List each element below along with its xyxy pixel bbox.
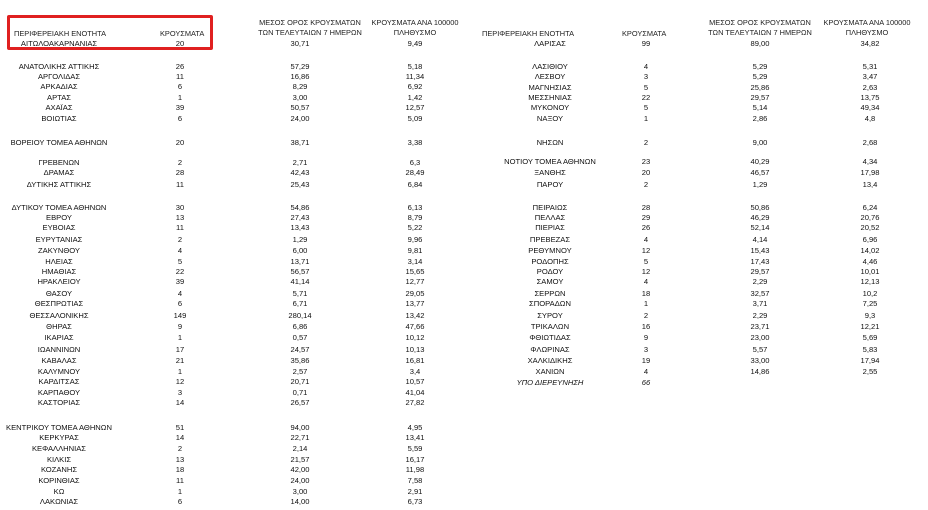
region-name: ΕΥΡΥΤΑΝΙΑΣ bbox=[35, 235, 83, 244]
region-name: ΚΑΣΤΟΡΙΑΣ bbox=[37, 398, 81, 407]
per100k-value: 4,46 bbox=[862, 257, 878, 266]
cases-value: 3 bbox=[643, 345, 649, 354]
region-name: ΑΧΑΪΑΣ bbox=[45, 103, 73, 112]
cases-value: 2 bbox=[177, 444, 183, 453]
avg-value: 14,00 bbox=[290, 497, 310, 506]
per100k-value: 7,58 bbox=[407, 476, 423, 485]
region-name: ΚΕΡΚΥΡΑΣ bbox=[39, 433, 79, 442]
region-name: ΘΑΣΟΥ bbox=[45, 289, 73, 298]
cases-value: 18 bbox=[641, 289, 651, 298]
per100k-value: 16,17 bbox=[405, 455, 425, 464]
per100k-value: 6,13 bbox=[407, 203, 423, 212]
cases-value: 2 bbox=[643, 311, 649, 320]
avg-value: 52,14 bbox=[750, 223, 770, 232]
per100k-value: 11,98 bbox=[405, 465, 425, 474]
left-header-per100k-line2: ΠΛΗΘΥΣΜΟ bbox=[393, 28, 437, 37]
region-name: ΠΕΛΛΑΣ bbox=[534, 213, 566, 222]
per100k-value: 20,52 bbox=[860, 223, 880, 232]
region-name: ΘΗΡΑΣ bbox=[46, 322, 72, 331]
cases-value: 2 bbox=[177, 235, 183, 244]
region-name: ΝΟΤΙΟΥ ΤΟΜΕΑ ΑΘΗΝΩΝ bbox=[504, 157, 596, 166]
avg-value: 22,71 bbox=[290, 433, 310, 442]
cases-value: 5 bbox=[643, 103, 649, 112]
per100k-value: 6,24 bbox=[862, 203, 878, 212]
avg-value: 5,29 bbox=[752, 72, 768, 81]
cases-value: 6 bbox=[177, 114, 183, 123]
region-name: ΚΙΛΚΙΣ bbox=[46, 455, 72, 464]
per100k-value: 2,91 bbox=[407, 487, 423, 496]
region-name: ΡΟΔΟΠΗΣ bbox=[531, 257, 569, 266]
per100k-value: 13,41 bbox=[405, 433, 425, 442]
avg-value: 15,43 bbox=[750, 246, 770, 255]
avg-value: 6,71 bbox=[292, 299, 308, 308]
avg-value: 50,86 bbox=[750, 203, 770, 212]
avg-value: 94,00 bbox=[290, 423, 310, 432]
region-name: ΣΑΜΟΥ bbox=[536, 277, 564, 286]
avg-value: 2,71 bbox=[292, 158, 308, 167]
per100k-value: 9,96 bbox=[407, 235, 423, 244]
per100k-value: 13,42 bbox=[405, 311, 425, 320]
per100k-value: 4,8 bbox=[864, 114, 876, 123]
region-name: ΡΕΘΥΜΝΟΥ bbox=[528, 246, 572, 255]
cases-value: 4 bbox=[643, 367, 649, 376]
cases-value: 12 bbox=[641, 267, 651, 276]
per100k-value: 5,09 bbox=[407, 114, 423, 123]
left-header-avg-line1: ΜΕΣΟΣ ΟΡΟΣ ΚΡΟΥΣΜΑΤΩΝ bbox=[259, 18, 361, 27]
avg-value: 2,29 bbox=[752, 277, 768, 286]
cases-value: 28 bbox=[641, 203, 651, 212]
avg-value: 2,86 bbox=[752, 114, 768, 123]
left-header-avg bbox=[250, 18, 370, 38]
cases-value: 3 bbox=[643, 72, 649, 81]
cases-value: 28 bbox=[175, 168, 185, 177]
right-header-avg-line1: ΜΕΣΟΣ ΟΡΟΣ ΚΡΟΥΣΜΑΤΩΝ bbox=[709, 18, 811, 27]
avg-value: 0,57 bbox=[292, 333, 308, 342]
cases-value: 4 bbox=[177, 289, 183, 298]
left-header-per100k bbox=[360, 18, 470, 38]
region-name: ΘΕΣΠΡΩΤΙΑΣ bbox=[34, 299, 84, 308]
per100k-value: 13,4 bbox=[862, 180, 878, 189]
cases-value: 5 bbox=[643, 257, 649, 266]
cases-value: 2 bbox=[643, 180, 649, 189]
cases-value: 39 bbox=[175, 277, 185, 286]
avg-value: 32,57 bbox=[750, 289, 770, 298]
per100k-value: 9,3 bbox=[864, 311, 876, 320]
avg-value: 16,86 bbox=[290, 72, 310, 81]
avg-value: 5,57 bbox=[752, 345, 768, 354]
per100k-value: 34,82 bbox=[860, 39, 880, 48]
per100k-value: 2,55 bbox=[862, 367, 878, 376]
right-header-cases: ΚΡΟΥΣΜΑΤΑ bbox=[622, 29, 667, 38]
region-name: ΝΗΣΩΝ bbox=[536, 138, 564, 147]
avg-value: 57,29 bbox=[290, 62, 310, 71]
per100k-value: 10,13 bbox=[405, 345, 425, 354]
cases-value: 6 bbox=[177, 299, 183, 308]
per100k-value: 6,3 bbox=[409, 158, 421, 167]
avg-value: 6,00 bbox=[292, 246, 308, 255]
avg-value: 5,14 bbox=[752, 103, 768, 112]
right-header-per100k-line1: ΚΡΟΥΣΜΑΤΑ ΑΝΑ 100000 bbox=[823, 18, 911, 27]
per100k-value: 4,95 bbox=[407, 423, 423, 432]
region-name: ΜΑΓΝΗΣΙΑΣ bbox=[528, 83, 572, 92]
per100k-value: 8,79 bbox=[407, 213, 423, 222]
avg-value: 3,00 bbox=[292, 487, 308, 496]
per100k-value: 27,82 bbox=[405, 398, 425, 407]
avg-value: 26,57 bbox=[290, 398, 310, 407]
cases-value: 26 bbox=[641, 223, 651, 232]
region-name: ΛΑΡΙΣΑΣ bbox=[534, 39, 566, 48]
cases-value: 39 bbox=[175, 103, 185, 112]
region-name: ΗΜΑΘΙΑΣ bbox=[41, 267, 77, 276]
region-name: ΛΑΚΩΝΙΑΣ bbox=[39, 497, 79, 506]
cases-value: 5 bbox=[177, 257, 183, 266]
cases-value: 12 bbox=[641, 246, 651, 255]
per100k-value: 3,14 bbox=[407, 257, 423, 266]
cases-value: 20 bbox=[175, 138, 185, 147]
cases-value: 6 bbox=[177, 497, 183, 506]
avg-value: 27,43 bbox=[290, 213, 310, 222]
left-header-avg-line2: ΤΩΝ ΤΕΛΕΥΤΑΙΩΝ 7 ΗΜΕΡΩΝ bbox=[258, 28, 362, 37]
avg-value: 24,57 bbox=[290, 345, 310, 354]
avg-value: 25,43 bbox=[290, 180, 310, 189]
avg-value: 5,71 bbox=[292, 289, 308, 298]
avg-value: 35,86 bbox=[290, 356, 310, 365]
per100k-value: 12,77 bbox=[405, 277, 425, 286]
per100k-value: 13,75 bbox=[860, 93, 880, 102]
cases-value: 1 bbox=[177, 93, 183, 102]
per100k-value: 9,81 bbox=[407, 246, 423, 255]
region-name: ΒΟΡΕΙΟΥ ΤΟΜΕΑ ΑΘΗΝΩΝ bbox=[10, 138, 108, 147]
per100k-value: 2,68 bbox=[862, 138, 878, 147]
per100k-value: 49,34 bbox=[860, 103, 880, 112]
region-name: ΞΑΝΘΗΣ bbox=[534, 168, 566, 177]
avg-value: 24,00 bbox=[290, 114, 310, 123]
region-name: ΜΕΣΣΗΝΙΑΣ bbox=[528, 93, 572, 102]
per100k-value: 5,22 bbox=[407, 223, 423, 232]
per100k-value: 1,42 bbox=[407, 93, 423, 102]
region-name: ΙΩΑΝΝΙΝΩΝ bbox=[37, 345, 81, 354]
right-header-avg bbox=[700, 18, 820, 38]
per100k-value: 17,94 bbox=[860, 356, 880, 365]
cases-value: 11 bbox=[176, 223, 184, 232]
cases-value: 1 bbox=[643, 299, 649, 308]
region-name: ΖΑΚΥΝΘΟΥ bbox=[38, 246, 80, 255]
region-name: ΓΡΕΒΕΝΩΝ bbox=[38, 158, 80, 167]
cases-value: 20 bbox=[175, 39, 185, 48]
avg-value: 14,86 bbox=[750, 367, 770, 376]
per100k-value: 3,4 bbox=[409, 367, 421, 376]
region-name: ΠΡΕΒΕΖΑΣ bbox=[529, 235, 571, 244]
region-name: ΘΕΣΣΑΛΟΝΙΚΗΣ bbox=[29, 311, 89, 320]
region-name: ΡΟΔΟΥ bbox=[536, 267, 564, 276]
avg-value: 4,14 bbox=[752, 235, 768, 244]
cases-value: 18 bbox=[175, 465, 185, 474]
per100k-value: 3,47 bbox=[862, 72, 878, 81]
cases-value: 22 bbox=[641, 93, 651, 102]
avg-value: 23,71 bbox=[750, 322, 770, 331]
cases-value: 1 bbox=[643, 114, 649, 123]
avg-value: 2,57 bbox=[292, 367, 308, 376]
avg-value: 24,00 bbox=[290, 476, 310, 485]
region-name: ΚΑΡΠΑΘΟΥ bbox=[37, 388, 81, 397]
region-name: ΔΥΤΙΚΟΥ ΤΟΜΕΑ ΑΘΗΝΩΝ bbox=[11, 203, 107, 212]
right-header-avg-line2: ΤΩΝ ΤΕΛΕΥΤΑΙΩΝ 7 ΗΜΕΡΩΝ bbox=[708, 28, 812, 37]
right-header-per100k-line2: ΠΛΗΘΥΣΜΟ bbox=[845, 28, 889, 37]
per100k-value: 4,34 bbox=[862, 157, 878, 166]
cases-value: 22 bbox=[175, 267, 185, 276]
region-name: ΦΘΙΩΤΙΔΑΣ bbox=[529, 333, 571, 342]
per100k-value: 10,57 bbox=[405, 377, 425, 386]
region-name: ΕΒΡΟΥ bbox=[46, 213, 72, 222]
per100k-value: 2,63 bbox=[862, 83, 878, 92]
avg-value: 3,00 bbox=[292, 93, 308, 102]
region-name: ΚΑΡΔΙΤΣΑΣ bbox=[38, 377, 80, 386]
left-header-per100k-line1: ΚΡΟΥΣΜΑΤΑ ΑΝΑ 100000 bbox=[371, 18, 459, 27]
avg-value: 46,29 bbox=[750, 213, 770, 222]
cases-value: 6 bbox=[177, 82, 183, 91]
avg-value: 3,71 bbox=[752, 299, 768, 308]
region-name: ΣΕΡΡΩΝ bbox=[534, 289, 566, 298]
cases-value: 17 bbox=[175, 345, 185, 354]
per100k-value: 10,12 bbox=[405, 333, 425, 342]
cases-value: 3 bbox=[177, 388, 183, 397]
cases-value: 4 bbox=[643, 235, 649, 244]
avg-value: 6,86 bbox=[292, 322, 308, 331]
per100k-value: 6,92 bbox=[407, 82, 423, 91]
cases-value: 66 bbox=[641, 378, 651, 387]
avg-value: 54,86 bbox=[290, 203, 310, 212]
region-name: ΛΕΣΒΟΥ bbox=[534, 72, 566, 81]
region-name: ΦΛΩΡΙΝΑΣ bbox=[530, 345, 570, 354]
avg-value: 30,71 bbox=[290, 39, 310, 48]
region-name: ΚΟΖΑΝΗΣ bbox=[40, 465, 78, 474]
avg-value: 2,29 bbox=[752, 311, 768, 320]
region-name: ΙΚΑΡΙΑΣ bbox=[44, 333, 74, 342]
region-name: ΔΡΑΜΑΣ bbox=[43, 168, 75, 177]
per100k-value: 11,34 bbox=[405, 72, 425, 81]
region-name: ΜΥΚΟΝΟΥ bbox=[530, 103, 570, 112]
avg-value: 33,00 bbox=[750, 356, 770, 365]
region-name: ΧΑΝΙΩΝ bbox=[535, 367, 565, 376]
avg-value: 29,57 bbox=[750, 93, 770, 102]
cases-value: 29 bbox=[641, 213, 651, 222]
cases-value: 51 bbox=[175, 423, 185, 432]
per100k-value: 5,69 bbox=[862, 333, 878, 342]
left-header-cases: ΚΡΟΥΣΜΑΤΑ bbox=[160, 29, 205, 38]
per100k-value: 47,66 bbox=[405, 322, 425, 331]
avg-value: 1,29 bbox=[292, 235, 308, 244]
cases-value: 14 bbox=[175, 398, 185, 407]
cases-value: 13 bbox=[175, 213, 185, 222]
per100k-value: 17,98 bbox=[860, 168, 880, 177]
avg-value: 50,57 bbox=[290, 103, 310, 112]
per100k-value: 5,31 bbox=[862, 62, 878, 71]
per100k-value: 12,13 bbox=[860, 277, 880, 286]
avg-value: 29,57 bbox=[750, 267, 770, 276]
region-name: ΧΑΛΚΙΔΙΚΗΣ bbox=[527, 356, 573, 365]
avg-value: 38,71 bbox=[290, 138, 310, 147]
region-name: ΑΡΤΑΣ bbox=[47, 93, 71, 102]
left-header-region: ΠΕΡΙΦΕΡΕΙΑΚΗ ΕΝΟΤΗΤΑ bbox=[14, 29, 106, 38]
region-name: ΣΥΡΟΥ bbox=[537, 311, 563, 320]
avg-value: 9,00 bbox=[752, 138, 768, 147]
region-name: ΒΟΙΩΤΙΑΣ bbox=[41, 114, 77, 123]
cases-value: 16 bbox=[641, 322, 651, 331]
cases-value: 14 bbox=[175, 433, 185, 442]
avg-value: 2,14 bbox=[292, 444, 308, 453]
cases-value: 2 bbox=[643, 138, 649, 147]
region-name: ΗΡΑΚΛΕΙΟΥ bbox=[37, 277, 81, 286]
region-name: ΚΕΦΑΛΛΗΝΙΑΣ bbox=[31, 444, 87, 453]
region-name: ΠΙΕΡΙΑΣ bbox=[535, 223, 565, 232]
region-name: ΚΩ bbox=[53, 487, 65, 496]
per100k-value: 14,02 bbox=[860, 246, 880, 255]
per100k-value: 10,2 bbox=[862, 289, 878, 298]
cases-value: 1 bbox=[177, 333, 183, 342]
cases-value: 30 bbox=[175, 203, 185, 212]
avg-value: 89,00 bbox=[750, 39, 770, 48]
region-name: ΚΑΒΑΛΑΣ bbox=[41, 356, 77, 365]
region-name: ΑΡΓΟΛΙΔΑΣ bbox=[37, 72, 81, 81]
avg-value: 20,71 bbox=[290, 377, 310, 386]
cases-value: 11 bbox=[176, 72, 184, 81]
per100k-value: 7,25 bbox=[862, 299, 878, 308]
cases-value: 4 bbox=[643, 62, 649, 71]
region-name: ΝΑΞΟΥ bbox=[536, 114, 564, 123]
per100k-value: 29,05 bbox=[405, 289, 425, 298]
avg-value: 56,57 bbox=[290, 267, 310, 276]
avg-value: 13,43 bbox=[290, 223, 310, 232]
avg-value: 25,86 bbox=[750, 83, 770, 92]
per100k-value: 6,84 bbox=[407, 180, 423, 189]
region-name: ΠΕΙΡΑΙΩΣ bbox=[532, 203, 568, 212]
cases-value: 11 bbox=[176, 476, 184, 485]
region-name: ΑΡΚΑΔΙΑΣ bbox=[40, 82, 78, 91]
cases-value: 9 bbox=[177, 322, 183, 331]
per100k-value: 15,65 bbox=[405, 267, 425, 276]
cases-value: 23 bbox=[641, 157, 651, 166]
cases-value: 4 bbox=[177, 246, 183, 255]
per100k-value: 5,83 bbox=[862, 345, 878, 354]
per100k-value: 16,81 bbox=[405, 356, 425, 365]
avg-value: 13,71 bbox=[290, 257, 310, 266]
avg-value: 42,00 bbox=[290, 465, 310, 474]
per100k-value: 6,73 bbox=[407, 497, 423, 506]
region-name: ΚΑΛΥΜΝΟΥ bbox=[37, 367, 81, 376]
cases-value: 2 bbox=[177, 158, 183, 167]
avg-value: 1,29 bbox=[752, 180, 768, 189]
region-name: ΤΡΙΚΑΛΩΝ bbox=[530, 322, 570, 331]
avg-value: 17,43 bbox=[750, 257, 770, 266]
per100k-value: 9,49 bbox=[407, 39, 423, 48]
region-name: ΚΟΡΙΝΘΙΑΣ bbox=[38, 476, 80, 485]
per100k-value: 10,01 bbox=[860, 267, 880, 276]
region-name: ΣΠΟΡΑΔΩΝ bbox=[529, 299, 571, 308]
avg-value: 23,00 bbox=[750, 333, 770, 342]
per100k-value: 12,57 bbox=[405, 103, 425, 112]
region-name: ΥΠΟ ΔΙΕΡΕΥΝΗΣΗ bbox=[516, 378, 584, 387]
avg-value: 0,71 bbox=[292, 388, 308, 397]
region-name: ΕΥΒΟΙΑΣ bbox=[42, 223, 76, 232]
cases-value: 13 bbox=[175, 455, 185, 464]
avg-value: 40,29 bbox=[750, 157, 770, 166]
per100k-value: 20,76 bbox=[860, 213, 880, 222]
per100k-value: 13,77 bbox=[405, 299, 425, 308]
cases-value: 12 bbox=[175, 377, 185, 386]
region-name: ΠΑΡΟΥ bbox=[536, 180, 564, 189]
avg-value: 46,57 bbox=[750, 168, 770, 177]
region-name: ΛΑΣΙΘΙΟΥ bbox=[532, 62, 568, 71]
per100k-value: 5,18 bbox=[407, 62, 423, 71]
region-name: ΑΝΑΤΟΛΙΚΗΣ ΑΤΤΙΚΗΣ bbox=[18, 62, 100, 71]
avg-value: 8,29 bbox=[292, 82, 308, 91]
cases-value: 99 bbox=[641, 39, 651, 48]
cases-value: 1 bbox=[177, 487, 183, 496]
right-header-per100k bbox=[812, 18, 922, 38]
cases-value: 149 bbox=[173, 311, 187, 320]
per100k-value: 41,04 bbox=[405, 388, 425, 397]
region-name: ΗΛΕΙΑΣ bbox=[45, 257, 73, 266]
region-name: ΔΥΤΙΚΗΣ ΑΤΤΙΚΗΣ bbox=[26, 180, 92, 189]
cases-value: 20 bbox=[641, 168, 651, 177]
avg-value: 41,14 bbox=[290, 277, 310, 286]
per100k-value: 12,21 bbox=[860, 322, 880, 331]
avg-value: 21,57 bbox=[290, 455, 310, 464]
per100k-value: 5,59 bbox=[407, 444, 423, 453]
cases-value: 4 bbox=[643, 277, 649, 286]
cases-value: 26 bbox=[175, 62, 185, 71]
cases-value: 21 bbox=[175, 356, 185, 365]
per100k-value: 6,96 bbox=[862, 235, 878, 244]
avg-value: 280,14 bbox=[288, 311, 312, 320]
region-name: ΚΕΝΤΡΙΚΟΥ ΤΟΜΕΑ ΑΘΗΝΩΝ bbox=[6, 423, 112, 432]
per100k-value: 3,38 bbox=[407, 138, 423, 147]
avg-value: 42,43 bbox=[290, 168, 310, 177]
per100k-value: 28,49 bbox=[405, 168, 425, 177]
cases-value: 9 bbox=[643, 333, 649, 342]
cases-value: 1 bbox=[177, 367, 183, 376]
avg-value: 5,29 bbox=[752, 62, 768, 71]
cases-value: 5 bbox=[643, 83, 649, 92]
cases-value: 19 bbox=[641, 356, 651, 365]
right-header-region: ΠΕΡΙΦΕΡΕΙΑΚΗ ΕΝΟΤΗΤΑ bbox=[482, 29, 574, 38]
region-name: ΑΙΤΩΛΟΑΚΑΡΝΑΝΙΑΣ bbox=[20, 39, 98, 48]
cases-value: 11 bbox=[176, 180, 184, 189]
